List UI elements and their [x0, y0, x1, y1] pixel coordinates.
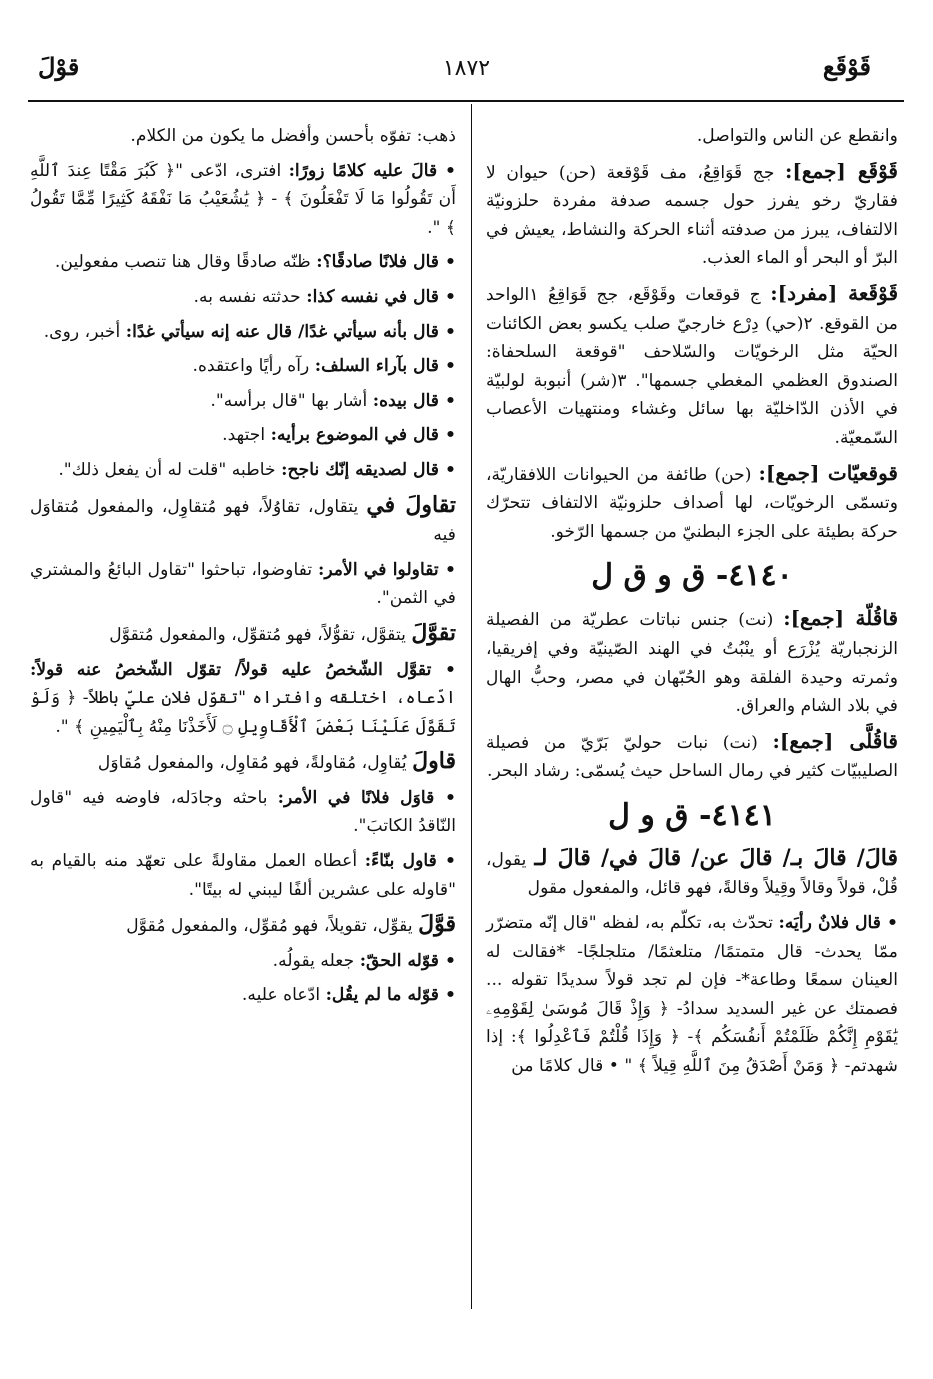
sense-label: • قالَ عليه كلامًا زورًا: [288, 160, 456, 181]
entry-qawala [30, 747, 456, 778]
definition: خاطبه "قلت له أن يفعل ذلك". [58, 459, 282, 480]
definition: (نت) نبات حوليّ بَرّيّ من فصيلة الصليبيّات كثير في رمال الساحل حيث يُسمّى: رشاد البحر. [486, 732, 898, 782]
sense-label: • قال في الموضوع برأيه: [270, 425, 456, 446]
definition: يقوِّل، تقويلاً، فهو مُقوِّل، والمفعول مُقوَّل [126, 916, 419, 937]
definition: جعله يقولُه. [272, 950, 360, 971]
definition: أعطاه العمل مقاولةً على تعهّد منه بالقيام به "قاوله على عشرين ألفًا ليبني له بيتًا". [30, 851, 456, 900]
definition: افترى، ادّعى "﴿ كَبُرَ مَقْتًا عِندَ ٱللَّهِ أَن تَقُولُوا مَا لَا تَفْعَلُونَ ﴾ - ﴿ يَٰشُعَيْبُ مَا نَفْقَهُ كَثِيرًا مِّمَّا تَقُولُ ﴾ ". [30, 160, 456, 238]
definition: رآه رأيًا واعتقده. [192, 356, 315, 377]
entry-continuation: وانقطع عن الناس والتواصل. [696, 126, 898, 146]
definition: تحدّث به، تكلّم به، لفظه "قال إنّه متضرّر ممّا يحدث- قال متمتمًا/ متلعثمًا/ متلجلجًا- *فقالت له العينان سمعًا وطاعة*- فإن لم تجد قولاً سديدًا تقوله ... فصمتك عن غير السديد سدادُ- ﴿ وَإِذْ قَالَ مُوسَىٰ لِقَوْمِهِۦ يَٰقَوْمِ إِنَّكُمْ ظَلَمْتُمْ أَنفُسَكُم ﴾- ﴿ وَإِذَا قُلْتُمْ فَٱعْدِلُوا ﴾: إذا شهدتم- ﴿ وَمَنْ أَصْدَقُ مِنَ ٱللَّهِ قِيلاً ﴾ " • قال كلامًا من [486, 913, 898, 1077]
headword: قَوْقَعة [مفرد]: [770, 280, 899, 305]
definition: يُقاوِل، مُقاولةً، فهو مُقاوِل، والمفعول مُقاوَل [97, 753, 413, 774]
entry-taqawala [30, 491, 456, 550]
sense [30, 157, 456, 243]
sense [30, 387, 456, 416]
definition: اجتهد. [222, 425, 271, 446]
definition: أخبر، روى. [43, 321, 126, 342]
definition: ظنّه صادقًا وقال هنا تنصب مفعولين. [54, 252, 317, 273]
definition: (نت) جنس نباتات عطريّة من الفصيلة الزنجباريّة يُزْرَع أو ينْبُتُ في الهند الصّينيّة وفي إفريقيا، وثمرته وحيدة الفلقة وهو الحُبّهان في مصر، وحبُّ الهال في بلاد الشام والعراق. [486, 610, 898, 717]
sense-label: • قاوَل فلانًا في الأمر: [277, 787, 456, 808]
headword: قاولَ [412, 748, 456, 775]
headword: قاقُلّة [جمع]: [783, 606, 899, 631]
sense [30, 947, 456, 976]
definition: ادّعاه، اختلقه وافتراه "تقوّل فلان عليّ باطلاً- ﴿ وَلَوْ تَقَوَّلَ عَلَيْنَا بَعْضَ ٱلْأَقَاوِيلِ ۝ لَأَخَذْنَا مِنْهُ بِٱلْيَمِينِ ﴾ ". [30, 688, 456, 737]
sense [30, 784, 456, 841]
entry-continuation: ذهب: تفوّه بأحسن وأفضل ما يكون من الكلام. [130, 126, 456, 146]
sense-label: • قال فلانٌ رأيَه: [778, 913, 899, 934]
entry-taqawwala [30, 619, 456, 650]
sense [30, 456, 456, 485]
sense [30, 352, 456, 381]
column-divider [471, 104, 472, 1309]
sense-label: • قاول بنّاءً: [364, 851, 456, 872]
page-number: ١٨٧٢ [442, 56, 491, 81]
definition: باحثه وجادَله، فاوضه فيه "قاول النّاقدُ الكاتبَ". [30, 787, 456, 837]
entry-qaqulla2 [486, 727, 898, 786]
definition: يتقاول، تقاوُلاً، فهو مُتقاوِل، والمفعول مُتقاوَل فيه [30, 496, 456, 546]
entry-qaqulla [486, 604, 898, 720]
running-head-right: قَوْقَع [822, 52, 871, 81]
sense-label: • قال بأنه سيأتي غدًا/ قال عنه إنه سيأتي غدًا: [125, 321, 456, 342]
sense [486, 909, 898, 1081]
sense-label: • قوّله ما لم يقُل: [325, 985, 456, 1006]
right-column [486, 122, 898, 1087]
entry-qala [486, 844, 898, 903]
definition: ج قوقعات وقَوْقَع، جج قَوَاقِعُ ١الواحد من القوقع. ٢(حي) دِرْع خارجيّ صلب يكسو بعض الكائنات الحيّة مثل الرخويّات والسّلاحف "قوقعة السلحفاة: الصندوق العظمي المغطي جسمها". ٣(شر) أنبوبة لولبيّة في الأذن الدّاخليّة بها سائل وغشاء ومنتهيات الأعصاب السّمعيّة. [486, 284, 898, 448]
left-column [30, 122, 456, 1016]
header-rule [28, 100, 904, 102]
definition: (حن) طائفة من الحيوانات اللافقاريّة، وتسمّى الرخويّات، لها أصداف حلزونيّة الالتفاف تتحرّك حركة بطيئة على الجزء البطنيّ من جسمها الرّخو. [486, 464, 898, 542]
sense-label: • قال لصديقه إنّك ناجح: [281, 459, 456, 480]
sense [30, 248, 456, 277]
definition: أشار بها "قال برأسه". [210, 390, 373, 411]
headword: قَوْقَع [جمع]: [784, 158, 898, 183]
sense [30, 556, 456, 613]
sense [30, 318, 456, 347]
running-head-left: قوْلَ [38, 52, 80, 81]
sense-label: • تقاولوا في الأمر: [317, 559, 457, 580]
sense-label: • قال بآراء السلف: [314, 356, 456, 377]
headword: قاقُلَّى [جمع]: [772, 728, 898, 753]
headword: قوقعيّات [جمع]: [758, 460, 898, 485]
definition: يتقوَّل، تقوُّلاً، فهو مُتقوِّل، والمفعول مُتقوَّل [109, 624, 412, 645]
entry-qawqa [486, 157, 898, 273]
entry-qawqaa [486, 279, 898, 453]
sense-label: • تقوَّل الشّخصُ عليه قولاً/ تقوّل الشّخصُ عنه قولاً: [30, 659, 456, 680]
sense [30, 847, 456, 904]
sense [30, 283, 456, 312]
sense [30, 981, 456, 1010]
headword: قالَ/ قالَ بـ/ قالَ عن/ قالَ في/ قالَ لـ [534, 844, 898, 871]
root-heading: ٤١٤١- ق و ل [608, 797, 776, 833]
headword: تقاولَ في [366, 491, 456, 518]
sense-label: • قوّله الحقّ: [359, 950, 456, 971]
sense [30, 421, 456, 450]
entry-qawqaiyat [486, 459, 898, 547]
definition: تفاوضوا، تباحثوا "تقاول البائعُ والمشتري في الثمن". [30, 559, 456, 609]
definition: حدثته نفسه به. [193, 286, 307, 307]
sense [30, 656, 456, 742]
headword: قوَّلَ [418, 911, 456, 938]
sense-label: • قال فلانًا صادقًا؟: [316, 252, 456, 273]
root-heading: ٤١٤٠- ق و ق ل [591, 558, 793, 594]
sense-label: • قال بيده: [372, 390, 456, 411]
definition: يقول، قُلْ، قولاً وقالاً وقِيلاً وقالةً، فهو قائل، والمفعول مقول [486, 849, 898, 899]
definition: ادّعاه عليه. [241, 985, 326, 1006]
entry-qawwala [30, 910, 456, 941]
definition: جج قَوَاقِعُ، مف قَوْقعة (حن) حيوان لا فقاريّ رخو يفرز حول جسمه صدفة مفردة حلزونيّة الالتفاف، يبرز من صدفته أثناء الحركة والنشاط، يعيش في البرّ أو البحر أو الماء العذب. [486, 162, 898, 269]
headword: تقوَّلَ [411, 619, 456, 646]
sense-label: • قال في نفسه كذا: [306, 286, 456, 307]
